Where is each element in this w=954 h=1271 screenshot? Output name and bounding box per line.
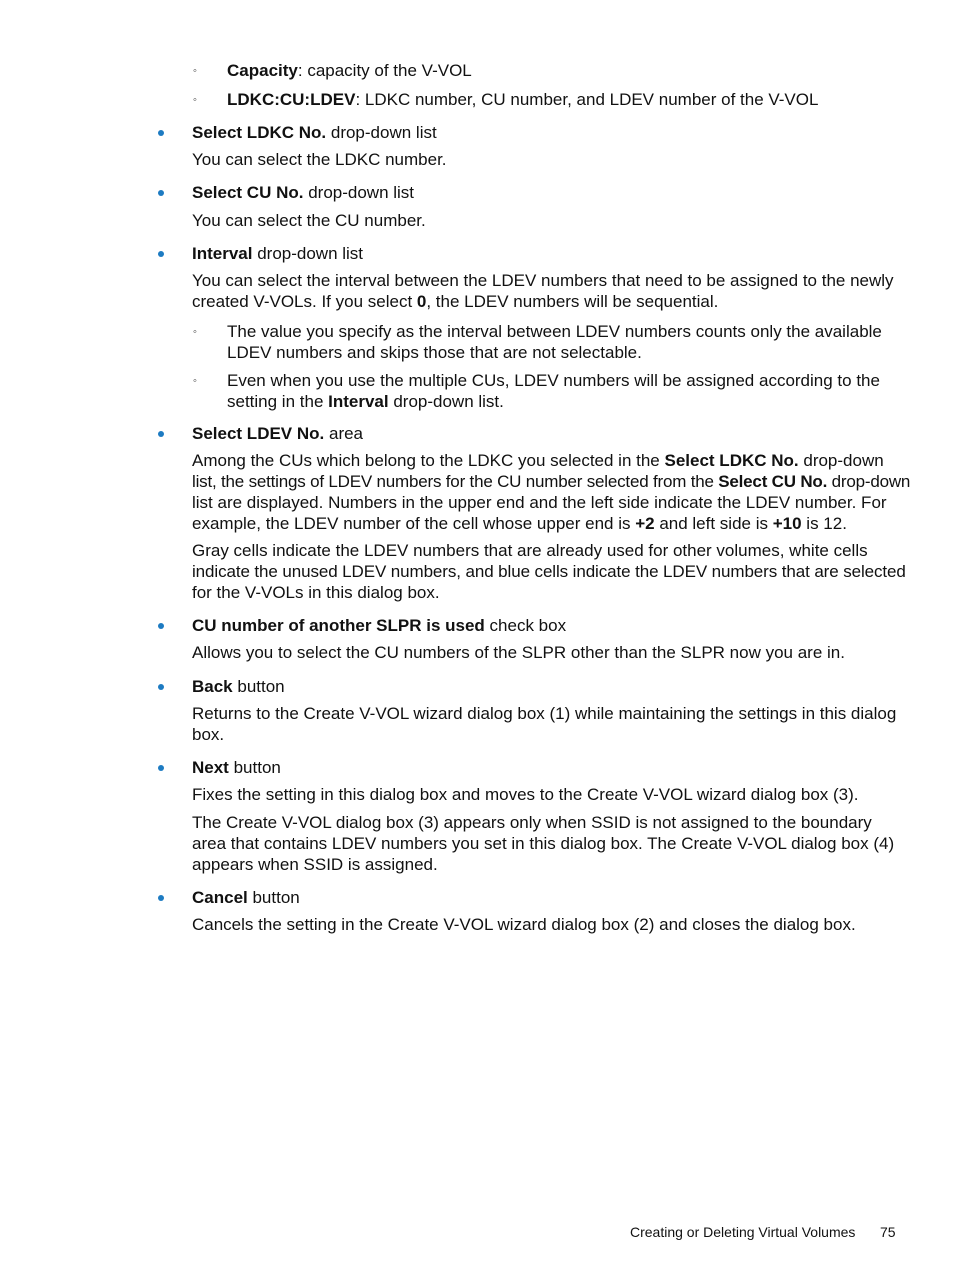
item-interval-desc-line1: You can select the interval between the LDEV numbers that need to be assigned to the newly — [192, 271, 894, 290]
item-cancel-desc: Cancels the setting in the Create V-VOL wizard dialog box (2) and closes the dialog box. — [192, 915, 856, 934]
item-select-ldev-heading — [192, 423, 363, 444]
bullet-icon — [158, 623, 164, 629]
ldev-p1-line2 — [192, 471, 910, 492]
bullet-icon — [158, 765, 164, 771]
term: Cancel — [192, 888, 248, 907]
next-p2-line1: The Create V-VOL dialog box (3) appears only when SSID is not assigned to the boundary — [192, 813, 872, 832]
term: +2 — [635, 514, 655, 533]
item-select-cu-desc: You can select the CU number. — [192, 211, 426, 230]
suffix: button — [247, 888, 300, 907]
item-back-desc-line1: Returns to the Create V-VOL wizard dialog box (1) while maintaining the settings in this dialog — [192, 704, 897, 723]
item-interval-heading — [192, 243, 363, 264]
text: Among the CUs which belong to the LDKC you selected in the — [192, 451, 665, 470]
sub-bullet-icon: ◦ — [193, 375, 197, 387]
sub-bullet-icon: ◦ — [193, 326, 197, 338]
bullet-icon — [158, 251, 164, 257]
ldev-p1-line4 — [192, 513, 847, 534]
desc: : LDKC number, CU number, and LDEV number of the V-VOL — [355, 90, 819, 109]
subitem-capacity — [227, 60, 472, 81]
bullet-icon — [158, 190, 164, 196]
term: Select LDKC No. — [192, 123, 327, 142]
interval-sub2-line2 — [227, 391, 504, 412]
ldev-p2-line2: indicate the unused LDEV numbers, and blue cells indicate the LDEV numbers that are selected — [192, 562, 906, 581]
term: +10 — [772, 514, 802, 533]
suffix: button — [228, 758, 281, 777]
term: Next — [192, 758, 229, 777]
text: list, the settings of LDEV numbers for the CU number selected from the — [192, 472, 719, 491]
bullet-icon — [158, 684, 164, 690]
term: Select CU No. — [192, 183, 304, 202]
page-number: 75 — [880, 1224, 896, 1240]
text: setting in the — [227, 392, 329, 411]
bullet-icon — [158, 895, 164, 901]
text: and left side is — [654, 514, 773, 533]
suffix: button — [232, 677, 285, 696]
term: Select LDKC No. — [664, 451, 799, 470]
text: drop-down list. — [388, 392, 504, 411]
ldev-p1-line1 — [192, 450, 884, 471]
bullet-icon — [158, 431, 164, 437]
term: Capacity — [227, 61, 298, 80]
bullet-icon — [158, 130, 164, 136]
term: Interval — [192, 244, 253, 263]
text: drop-down — [798, 451, 884, 470]
sub-bullet-icon: ◦ — [193, 94, 197, 106]
footer-title: Creating or Deleting Virtual Volumes — [630, 1224, 856, 1240]
item-cancel-heading — [192, 887, 300, 908]
suffix: area — [324, 424, 364, 443]
term: Back — [192, 677, 233, 696]
term: LDKC:CU:LDEV — [227, 90, 356, 109]
sub-bullet-icon: ◦ — [193, 65, 197, 77]
text: drop-down — [827, 472, 911, 491]
interval-sub2-line1: Even when you use the multiple CUs, LDEV numbers will be assigned according to the — [227, 371, 880, 390]
interval-sub1-line1: The value you specify as the interval between LDEV numbers counts only the available — [227, 322, 882, 341]
item-select-ldkc-desc: You can select the LDKC number. — [192, 150, 447, 169]
text: is 12. — [801, 514, 847, 533]
text: example, the LDEV number of the cell whose upper end is — [192, 514, 636, 533]
item-slpr-desc: Allows you to select the CU numbers of the SLPR other than the SLPR now you are in. — [192, 643, 845, 662]
term: Interval — [328, 392, 389, 411]
item-select-cu-heading — [192, 182, 414, 203]
text: , the LDEV numbers will be sequential. — [426, 292, 719, 311]
term: Select LDEV No. — [192, 424, 325, 443]
item-next-heading — [192, 757, 281, 778]
suffix: drop-down list — [303, 183, 415, 202]
item-back-desc-line2: box. — [192, 725, 225, 744]
interval-sub1-line2: LDEV numbers and skips those that are not selectable. — [227, 343, 642, 362]
term: Select CU No. — [718, 472, 828, 491]
ldev-p2-line3: for the V-VOLs in this dialog box. — [192, 583, 440, 602]
item-back-heading — [192, 676, 285, 697]
item-select-ldkc-heading — [192, 122, 437, 143]
suffix: check box — [484, 616, 567, 635]
suffix: drop-down list — [252, 244, 364, 263]
term: 0 — [416, 292, 427, 311]
next-p2-line3: appears when SSID is assigned. — [192, 855, 438, 874]
item-next-desc: Fixes the setting in this dialog box and moves to the Create V-VOL wizard dialog box (3). — [192, 785, 859, 804]
item-interval-desc-line2 — [192, 291, 718, 312]
ldev-p1-line3: list are displayed. Numbers in the upper end and the left side indicate the LDEV number. For — [192, 493, 887, 512]
item-slpr-heading — [192, 615, 566, 636]
desc: : capacity of the V-VOL — [297, 61, 472, 80]
term: CU number of another SLPR is used — [192, 616, 485, 635]
next-p2-line2: area that contains LDEV numbers you set in this dialog box. The Create V-VOL dialog box (4) — [192, 834, 895, 853]
suffix: drop-down list — [326, 123, 437, 142]
ldev-p2-line1: Gray cells indicate the LDEV numbers that are already used for other volumes, white cells — [192, 541, 868, 560]
subitem-ldkc-cu-ldev — [227, 89, 818, 110]
text: created V-VOLs. If you select — [192, 292, 417, 311]
